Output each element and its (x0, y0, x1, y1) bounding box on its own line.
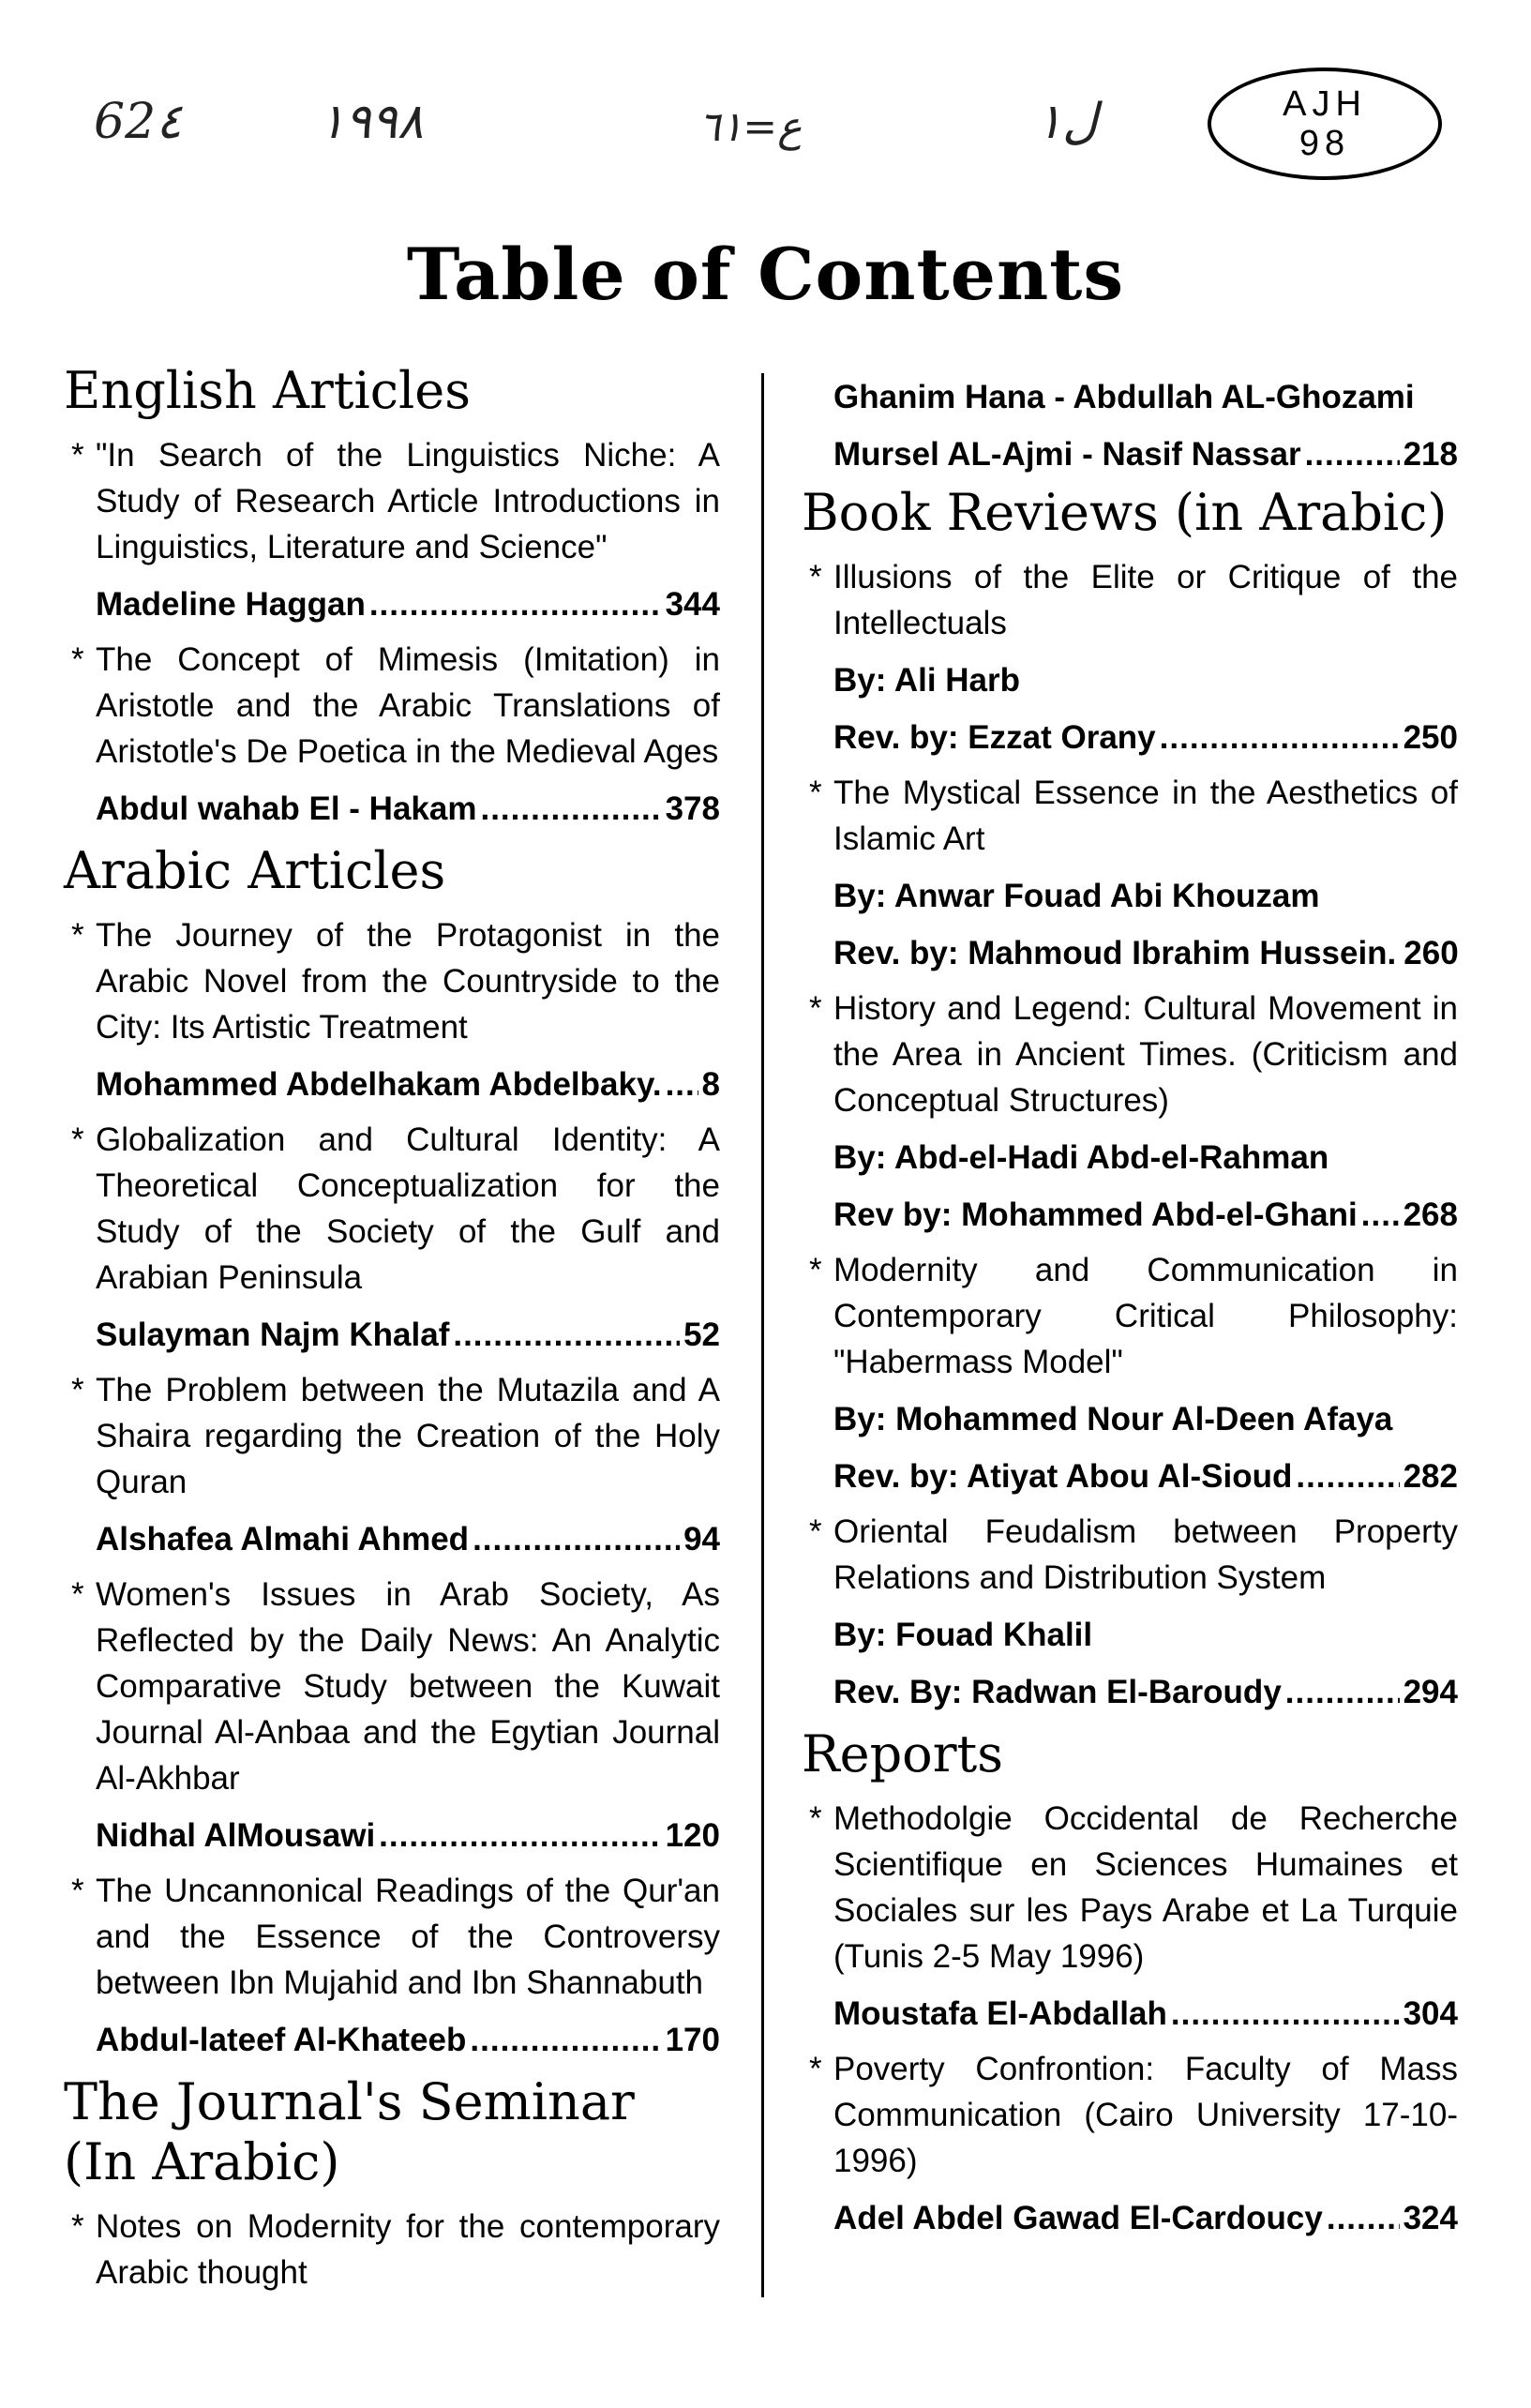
page-number: 304 (1403, 1995, 1458, 2032)
entry-reviewer-line (802, 1453, 1458, 1499)
dot-leader (1305, 431, 1400, 477)
page-number: 94 (683, 1521, 720, 1558)
bullet-icon: * (71, 917, 84, 954)
bullet-icon: * (71, 641, 84, 678)
entry-author-line (802, 431, 1458, 477)
entry-reviewer: Rev. by: Mahmoud Ibrahim Hussein. (833, 935, 1397, 971)
page-number: 52 (683, 1317, 720, 1353)
entry-title: * Illusions of the Elite or Critique of the Intellectuals (802, 554, 1458, 646)
page-number: 260 (1403, 935, 1459, 971)
entry-author: Sulayman Najm Khalaf (96, 1317, 450, 1353)
entry-author: By: Abd-el-Hadi Abd-el-Rahman (833, 1139, 1329, 1176)
dot-leader (470, 2017, 661, 2063)
handwritten-note: ل١ (1036, 94, 1098, 150)
page-number: 378 (665, 790, 720, 827)
left-column (64, 361, 720, 2305)
entry-author-line (64, 581, 720, 627)
entry-author-line (64, 786, 720, 832)
entry-author: By: Anwar Fouad Abi Khouzam (833, 878, 1320, 914)
dot-leader (1361, 1192, 1400, 1238)
toc-entry (64, 1117, 720, 1358)
handwritten-note: 62٤ (94, 94, 183, 150)
right-column (802, 361, 1458, 2250)
page-number: 344 (665, 586, 720, 623)
dot-leader (1327, 2195, 1400, 2241)
entry-author-line (64, 1813, 720, 1859)
entry-title: * The Concept of Mimesis (Imitation) in Aristotle and the Arabic Translations of Aristotle's De Poetica in the Medieval Ages (64, 637, 720, 775)
entry-author-line (64, 2017, 720, 2063)
entry-author: Abdul wahab El - Hakam (96, 790, 477, 827)
toc-entry (802, 2046, 1458, 2241)
entry-author: Mohammed Abdelhakam Abdelbaky. (96, 1066, 662, 1103)
entry-author: Mursel AL-Ajmi - Nasif Nassar (833, 436, 1301, 473)
section-heading: The Journal's Seminar (In Arabic) (64, 2072, 635, 2191)
page-number: 170 (665, 2022, 720, 2058)
section-heading: Arabic Articles (64, 841, 446, 900)
entry-title: * The Uncannonical Readings of the Qur'an and the Essence of the Controversy between Ibn Mujahid and Ibn Shannabuth (64, 1868, 720, 2006)
entry-author: By: Mohammed Nour Al-Deen Afaya (833, 1401, 1393, 1437)
toc-entry (64, 637, 720, 832)
toc-entry (64, 1572, 720, 1859)
column-divider (761, 373, 764, 2297)
section-heading: English Articles (64, 361, 471, 420)
section-heading: Book Reviews (in Arabic) (802, 483, 1448, 542)
dot-leader (473, 1516, 680, 1562)
bullet-icon: * (71, 2208, 84, 2245)
toc-entry (802, 986, 1458, 1238)
page-number: 218 (1403, 436, 1458, 473)
entry-reviewer-line (802, 715, 1458, 760)
entry-author: By: Ali Harb (833, 662, 1021, 699)
bullet-icon: * (809, 559, 822, 595)
bullet-icon: * (809, 1513, 822, 1550)
bullet-icon: * (71, 437, 84, 474)
entry-title: * Methodolgie Occidental de Recherche Scientifique en Sciences Humaines et Sociales sur les Pays Arabe et La Turquie (Tunis 2-5 May 1996) (802, 1796, 1458, 1979)
page-number: 268 (1403, 1196, 1458, 1233)
entry-title: * Poverty Confrontion: Faculty of Mass Communication (Cairo University 17-10-1996) (802, 2046, 1458, 2184)
bullet-icon: * (71, 1576, 84, 1613)
entry-title: * The Mystical Essence in the Aesthetics of Islamic Art (802, 770, 1458, 862)
toc-entry (802, 770, 1458, 976)
entry-author: Madeline Haggan (96, 586, 366, 623)
bullet-icon: * (809, 990, 822, 1027)
entry-title: * Notes on Modernity for the contemporary Arabic thought (64, 2204, 720, 2295)
bullet-icon: * (71, 1873, 84, 1909)
dot-leader (1285, 1669, 1400, 1715)
dot-leader (666, 1061, 698, 1107)
page-number: 120 (665, 1817, 720, 1854)
entry-title: * Modernity and Communication in Contemporary Critical Philosophy: "Habermass Model" (802, 1247, 1458, 1385)
entry-author: Nidhal AlMousawi (96, 1817, 376, 1854)
toc-entry (64, 1367, 720, 1562)
entry-title: * History and Legend: Cultural Movement in the Area in Ancient Times. (Criticism and Conceptual Structures) (802, 986, 1458, 1123)
handwritten-note: ١٩٩٨ (319, 94, 424, 150)
bullet-icon: * (809, 1800, 822, 1837)
entry-reviewer: Rev. by: Atiyat Abou Al-Sioud (833, 1458, 1293, 1495)
entry-title: * Globalization and Cultural Identity: A Theoretical Conceptualization for the Study of the Society of the Gulf and Arabian Peninsula (64, 1117, 720, 1301)
toc-entry (64, 912, 720, 1107)
toc-entry (802, 554, 1458, 760)
toc-entry (802, 1796, 1458, 2037)
entry-reviewer: Rev. by: Ezzat Orany (833, 719, 1156, 756)
toc-entry (802, 1247, 1458, 1499)
entry-reviewer-line (802, 1192, 1458, 1238)
bullet-icon: * (809, 2051, 822, 2087)
stamp-line: AJH (1283, 84, 1367, 124)
page-title: Table of Contents (406, 233, 1125, 316)
entry-author-line (802, 1991, 1458, 2037)
entry-author-line (64, 1516, 720, 1562)
entry-title: * Women's Issues in Arab Society, As Reflected by the Daily News: An Analytic Comparative Study between the Kuwait Journal Al-Anbaa and the Egytian Journal Al-Akhbar (64, 1572, 720, 1801)
page-number: 324 (1403, 2200, 1458, 2236)
entry-author: Abdul-lateef Al-Khateeb (96, 2022, 467, 2058)
page-number: 294 (1403, 1674, 1458, 1710)
entry-author-line (64, 1312, 720, 1358)
stamp-line: 98 (1298, 124, 1351, 163)
entry-reviewer-line (802, 1669, 1458, 1715)
dot-leader (379, 1813, 661, 1859)
toc-entry (64, 1868, 720, 2063)
entry-author: Adel Abdel Gawad El-Cardoucy (833, 2200, 1323, 2236)
entry-reviewer-line (802, 930, 1458, 976)
dot-leader (1296, 1453, 1399, 1499)
dot-leader (1171, 1991, 1400, 2037)
entry-author-line (64, 1061, 720, 1107)
bullet-icon: * (71, 1121, 84, 1158)
entry-reviewer: Rev. By: Radwan El-Baroudy (833, 1674, 1282, 1710)
entry-author-line (802, 2195, 1458, 2241)
entry-title: * The Journey of the Protagonist in the Arabic Novel from the Countryside to the City: Its Artistic Treatment (64, 912, 720, 1050)
bullet-icon: * (809, 1252, 822, 1288)
entry-author: Moustafa El-Abdallah (833, 1995, 1167, 2032)
page-number: 8 (701, 1066, 720, 1103)
entry-title: * The Problem between the Mutazila and A Shaira regarding the Creation of the Holy Quran (64, 1367, 720, 1505)
toc-entry (802, 1509, 1458, 1715)
page-number: 250 (1403, 719, 1458, 756)
toc-entry (64, 432, 720, 627)
dot-leader (369, 581, 662, 627)
journal-stamp (1208, 68, 1442, 180)
toc-entry (64, 2204, 720, 2295)
dot-leader (480, 786, 661, 832)
dot-leader (1160, 715, 1400, 760)
entry-title: * Oriental Feudalism between Property Relations and Distribution System (802, 1509, 1458, 1601)
bullet-icon: * (71, 1372, 84, 1408)
entry-reviewer: Rev by: Mohammed Abd-el-Ghani (833, 1196, 1358, 1233)
page-number: 282 (1403, 1458, 1458, 1495)
section-heading: Reports (802, 1724, 1003, 1783)
entry-title: * "In Search of the Linguistics Niche: A Study of Research Article Introductions in Linguistics, Literature and Science" (64, 432, 720, 570)
entry-author: Ghanim Hana - Abdullah AL-Ghozami (833, 379, 1415, 415)
handwritten-note: ع=٦١ (698, 103, 803, 151)
dot-leader (453, 1312, 680, 1358)
bullet-icon: * (809, 775, 822, 811)
entry-author: Alshafea Almahi Ahmed (96, 1521, 470, 1558)
entry-author: By: Fouad Khalil (833, 1617, 1093, 1653)
